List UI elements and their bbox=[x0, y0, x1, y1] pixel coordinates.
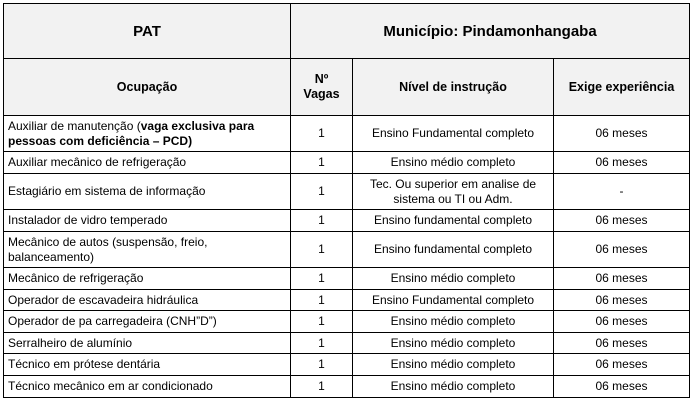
table-row bbox=[4, 174, 690, 210]
header-nivel: Nível de instrução bbox=[353, 59, 554, 116]
cell-ocupacao: Operador de escavadeira hidráulica bbox=[4, 290, 291, 311]
table-row bbox=[4, 290, 690, 311]
cell-nivel: Ensino médio completo bbox=[353, 268, 554, 290]
table-row bbox=[4, 354, 690, 376]
table-row bbox=[4, 152, 690, 174]
table-row bbox=[4, 116, 690, 152]
cell-vagas: 1 bbox=[291, 268, 353, 290]
table-row bbox=[4, 268, 690, 290]
cell-experiencia: 06 meses bbox=[554, 290, 690, 311]
table-row bbox=[4, 311, 690, 333]
cell-experiencia: - bbox=[554, 174, 690, 210]
cell-nivel: Ensino médio completo bbox=[353, 311, 554, 333]
table-row bbox=[4, 210, 690, 232]
ocupacao-text: Auxiliar de manutenção ( bbox=[8, 118, 141, 133]
pat-title: PAT bbox=[4, 4, 291, 59]
cell-vagas: 1 bbox=[291, 116, 353, 152]
municipality-title: Município: Pindamonhangaba bbox=[291, 4, 690, 59]
table-row bbox=[4, 376, 690, 398]
cell-vagas: 1 bbox=[291, 174, 353, 210]
header-vagas-line2: Vagas bbox=[303, 87, 340, 101]
header-vagas bbox=[291, 59, 353, 116]
cell-nivel: Ensino médio completo bbox=[353, 152, 554, 174]
cell-nivel: Ensino médio completo bbox=[353, 376, 554, 398]
table-row bbox=[4, 333, 690, 354]
cell-experiencia: 06 meses bbox=[554, 376, 690, 398]
cell-experiencia: 06 meses bbox=[554, 232, 690, 268]
cell-experiencia: 06 meses bbox=[554, 210, 690, 232]
cell-ocupacao: Estagiário em sistema de informação bbox=[4, 174, 291, 210]
cell-experiencia: 06 meses bbox=[554, 116, 690, 152]
cell-vagas: 1 bbox=[291, 333, 353, 354]
cell-ocupacao: Mecânico de autos (suspensão, freio, balanceamento) bbox=[4, 232, 291, 268]
cell-nivel: Ensino Fundamental completo bbox=[353, 116, 554, 152]
column-header-row bbox=[4, 59, 690, 116]
cell-vagas: 1 bbox=[291, 152, 353, 174]
cell-vagas: 1 bbox=[291, 376, 353, 398]
job-vacancies-table bbox=[3, 3, 690, 398]
cell-nivel: Tec. Ou superior em analise de sistema ou TI ou Adm. bbox=[353, 174, 554, 210]
cell-ocupacao: Instalador de vidro temperado bbox=[4, 210, 291, 232]
table-title-row bbox=[4, 4, 690, 59]
header-vagas-line1: Nº bbox=[314, 72, 329, 86]
cell-experiencia: 06 meses bbox=[554, 333, 690, 354]
cell-nivel: Ensino Fundamental completo bbox=[353, 290, 554, 311]
pcd-note: vaga exclusiva para pessoas com deficiência – PCD) bbox=[8, 118, 255, 148]
cell-vagas: 1 bbox=[291, 210, 353, 232]
cell-nivel: Ensino médio completo bbox=[353, 333, 554, 354]
cell-vagas: 1 bbox=[291, 232, 353, 268]
cell-nivel: Ensino fundamental completo bbox=[353, 232, 554, 268]
cell-ocupacao: Mecânico de refrigeração bbox=[4, 268, 291, 290]
header-experiencia: Exige experiência bbox=[554, 59, 690, 116]
cell-vagas: 1 bbox=[291, 354, 353, 376]
cell-experiencia: 06 meses bbox=[554, 268, 690, 290]
cell-nivel: Ensino médio completo bbox=[353, 354, 554, 376]
table-row bbox=[4, 232, 690, 268]
cell-nivel: Ensino fundamental completo bbox=[353, 210, 554, 232]
cell-vagas: 1 bbox=[291, 311, 353, 333]
cell-ocupacao: Auxiliar mecânico de refrigeração bbox=[4, 152, 291, 174]
cell-experiencia: 06 meses bbox=[554, 311, 690, 333]
cell-experiencia: 06 meses bbox=[554, 354, 690, 376]
cell-vagas: 1 bbox=[291, 290, 353, 311]
cell-ocupacao: Operador de pa carregadeira (CNH”D”) bbox=[4, 311, 291, 333]
header-ocupacao: Ocupação bbox=[4, 59, 291, 116]
cell-ocupacao: Técnico em prótese dentária bbox=[4, 354, 291, 376]
cell-ocupacao bbox=[4, 116, 291, 152]
cell-experiencia: 06 meses bbox=[554, 152, 690, 174]
cell-ocupacao: Técnico mecânico em ar condicionado bbox=[4, 376, 291, 398]
cell-ocupacao: Serralheiro de alumínio bbox=[4, 333, 291, 354]
